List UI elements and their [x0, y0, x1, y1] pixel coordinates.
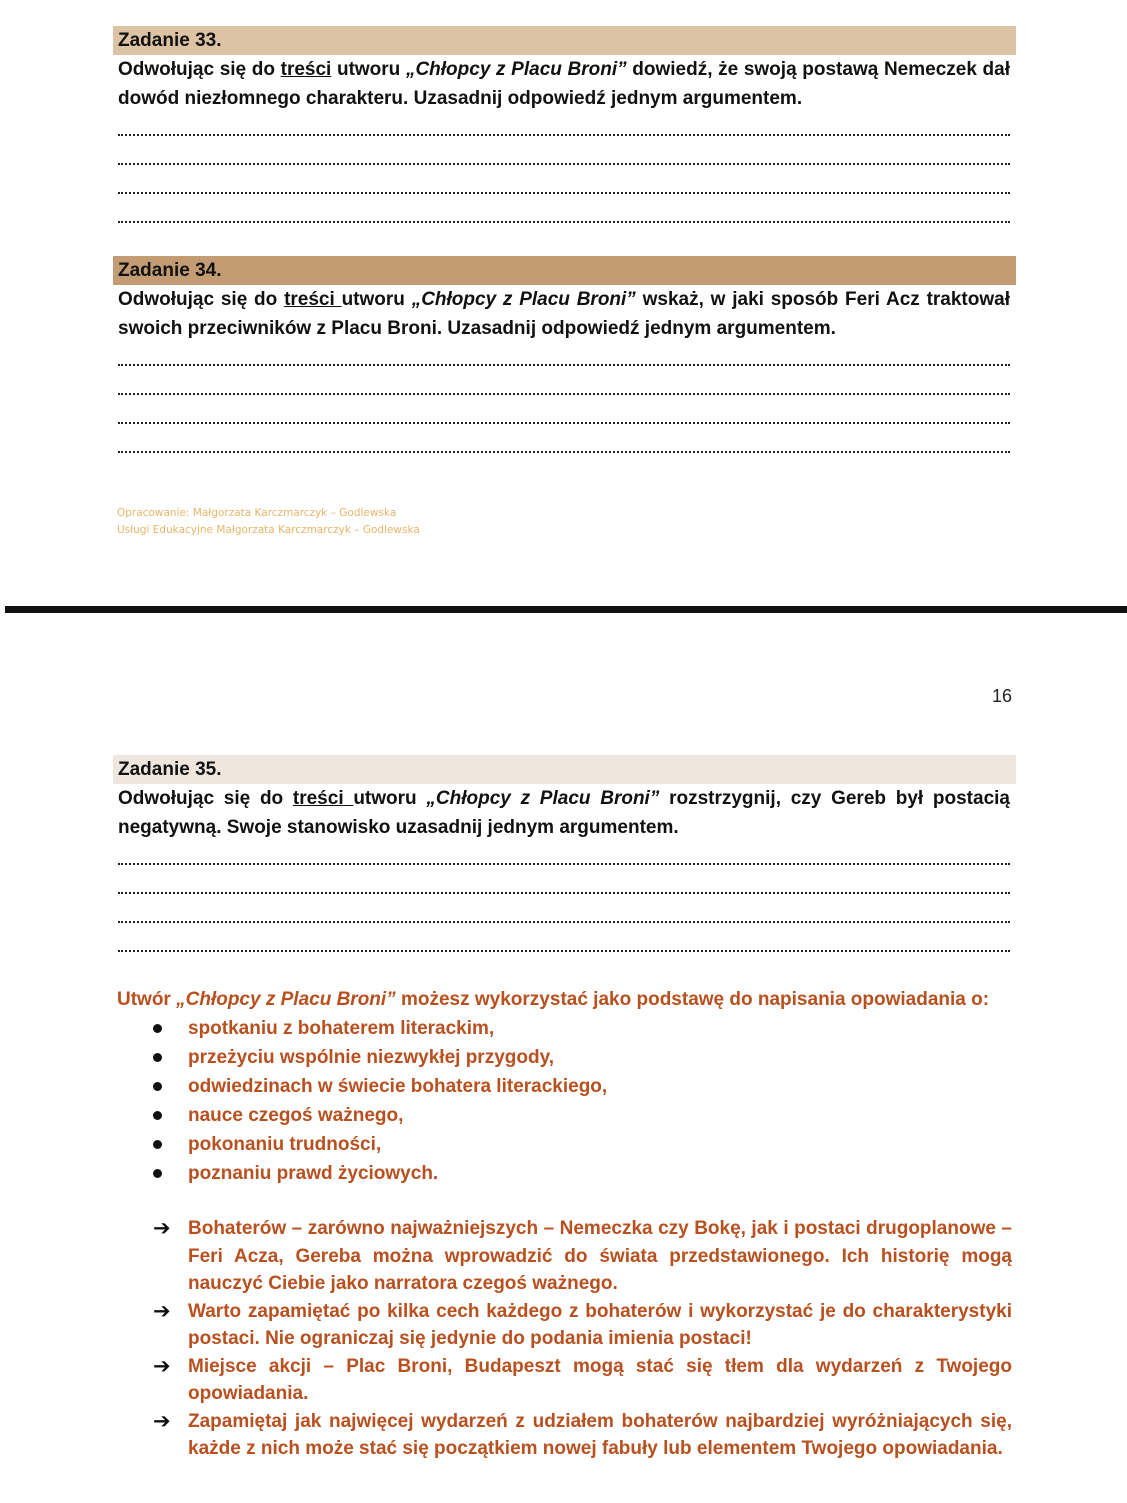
- answer-line[interactable]: [118, 900, 1010, 929]
- task-header: Zadanie 35.: [113, 755, 1016, 784]
- list-item: [117, 1159, 1012, 1188]
- answer-line[interactable]: [118, 401, 1010, 430]
- prompt-title: „Chłopcy z Placu Broni”: [405, 59, 627, 80]
- hint-text: Miejsce akcji – Plac Broni, Budapeszt mogą stać się tłem dla wydarzeń z Twojego opowiadania.: [188, 1355, 1012, 1404]
- hint-list: [117, 1215, 1012, 1463]
- bullet-icon: [153, 1082, 162, 1091]
- arrow-right-icon: ➔: [153, 1354, 171, 1378]
- task-header: Zadanie 34.: [113, 256, 1016, 285]
- task-35: [113, 755, 1016, 958]
- list-item-text: przeżyciu wspólnie niezwykłej przygody,: [188, 1047, 555, 1068]
- hint-text: Zapamiętaj jak najwięcej wydarzeń z udziałem bohaterów najbardziej wyróżniających się, każde z nich może stać się początkiem nowej fabuły lub elementem Twojego opowiadania.: [188, 1410, 1012, 1459]
- list-item-text: pokonaniu trudności,: [188, 1134, 382, 1155]
- hint-text: Bohaterów – zarówno najważniejszych – Nemeczka czy Bokę, jak i postaci drugoplanowe – Feri Acza, Gereba można wprowadzić do świata przedstawionego. Ich historię mogą nauczyć Ciebie jako narratora czegoś ważnego.: [188, 1218, 1012, 1294]
- list-item: [117, 1408, 1012, 1463]
- credits-line: Usługi Edukacyjne Małgorzata Karczmarczyk – Godlewska: [117, 524, 420, 536]
- bullet-icon: [153, 1024, 162, 1033]
- list-item: [117, 1014, 1012, 1043]
- prompt-title: „Chłopcy z Placu Broni”: [426, 788, 660, 809]
- task-prompt: [113, 285, 1016, 343]
- task-33: [113, 26, 1016, 229]
- prompt-text: utworu: [331, 59, 406, 80]
- arrow-right-icon: ➔: [153, 1409, 171, 1433]
- arrow-right-icon: ➔: [153, 1217, 171, 1240]
- prompt-text: Odwołując się do: [118, 289, 285, 310]
- list-item: [117, 1215, 1012, 1298]
- list-item-text: odwiedzinach w świecie bohatera literackiego,: [188, 1076, 608, 1097]
- list-item: [117, 1043, 1012, 1072]
- list-item: [117, 1353, 1012, 1408]
- answer-line[interactable]: [118, 842, 1010, 871]
- intro-title: „Chłopcy z Placu Broni”: [176, 989, 396, 1010]
- task-prompt: [113, 55, 1016, 113]
- writing-tips: [117, 985, 1012, 1463]
- bullet-icon: [153, 1053, 162, 1062]
- list-item: [117, 1130, 1012, 1159]
- task-header: Zadanie 33.: [113, 26, 1016, 55]
- prompt-text: dowiedź, że swoją postawą Nemeczek dał dowód niezłomnego charakteru. Uzasadnij odpowiedź jednym argumentem.: [118, 59, 1010, 109]
- hint-text: Warto zapamiętać po kilka cech każdego z bohaterów i wykorzystać je do charakterystyki postaci. Nie ograniczaj się jedynie do podania imienia postaci!: [188, 1300, 1012, 1349]
- bullet-icon: [153, 1111, 162, 1120]
- list-item: [117, 1298, 1012, 1353]
- answer-line[interactable]: [118, 200, 1010, 229]
- prompt-text: rozstrzygnij, czy Gereb był postacią negatywną. Swoje stanowisko uzasadnij jednym argumentem.: [118, 788, 1010, 838]
- prompt-underlined: treści: [284, 289, 342, 310]
- answer-line[interactable]: [118, 871, 1010, 900]
- answer-line[interactable]: [118, 142, 1010, 171]
- page-divider: [5, 606, 1127, 613]
- prompt-text: utworu: [341, 289, 412, 310]
- list-item-text: nauce czegoś ważnego,: [188, 1105, 404, 1126]
- prompt-text: wskaż, w jaki sposób Feri Acz traktował swoich przeciwników z Placu Broni. Uzasadnij odpowiedź jednym argumentem.: [118, 289, 1010, 339]
- answer-line[interactable]: [118, 343, 1010, 372]
- prompt-text: utworu: [353, 788, 427, 809]
- answer-line[interactable]: [118, 171, 1010, 200]
- list-item-text: spotkaniu z bohaterem literackim,: [188, 1018, 495, 1039]
- task-34: [113, 256, 1016, 459]
- list-item: [117, 1072, 1012, 1101]
- credits: [117, 505, 420, 539]
- bullet-icon: [153, 1169, 162, 1178]
- prompt-underlined: treści: [280, 59, 332, 80]
- prompt-text: Odwołując się do: [118, 788, 293, 809]
- answer-line[interactable]: [118, 929, 1010, 958]
- answer-line[interactable]: [118, 113, 1010, 142]
- topic-list: [117, 1014, 1012, 1188]
- list-item-text: poznaniu prawd życiowych.: [188, 1163, 439, 1184]
- intro-text: możesz wykorzystać jako podstawę do napisania opowiadania o:: [395, 989, 990, 1010]
- credits-line: Opracowanie: Małgorzata Karczmarczyk – Godlewska: [117, 507, 397, 519]
- bullet-icon: [153, 1140, 162, 1149]
- prompt-text: Odwołując się do: [118, 59, 281, 80]
- tips-intro: [117, 985, 1012, 1014]
- prompt-title: „Chłopcy z Placu Broni”: [411, 289, 636, 310]
- intro-text: Utwór: [117, 989, 177, 1010]
- page-number: 16: [991, 686, 1012, 706]
- answer-line[interactable]: [118, 372, 1010, 401]
- task-prompt: [113, 784, 1016, 842]
- prompt-underlined: treści: [292, 788, 354, 809]
- list-item: [117, 1101, 1012, 1130]
- arrow-right-icon: ➔: [153, 1299, 171, 1323]
- answer-line[interactable]: [118, 430, 1010, 459]
